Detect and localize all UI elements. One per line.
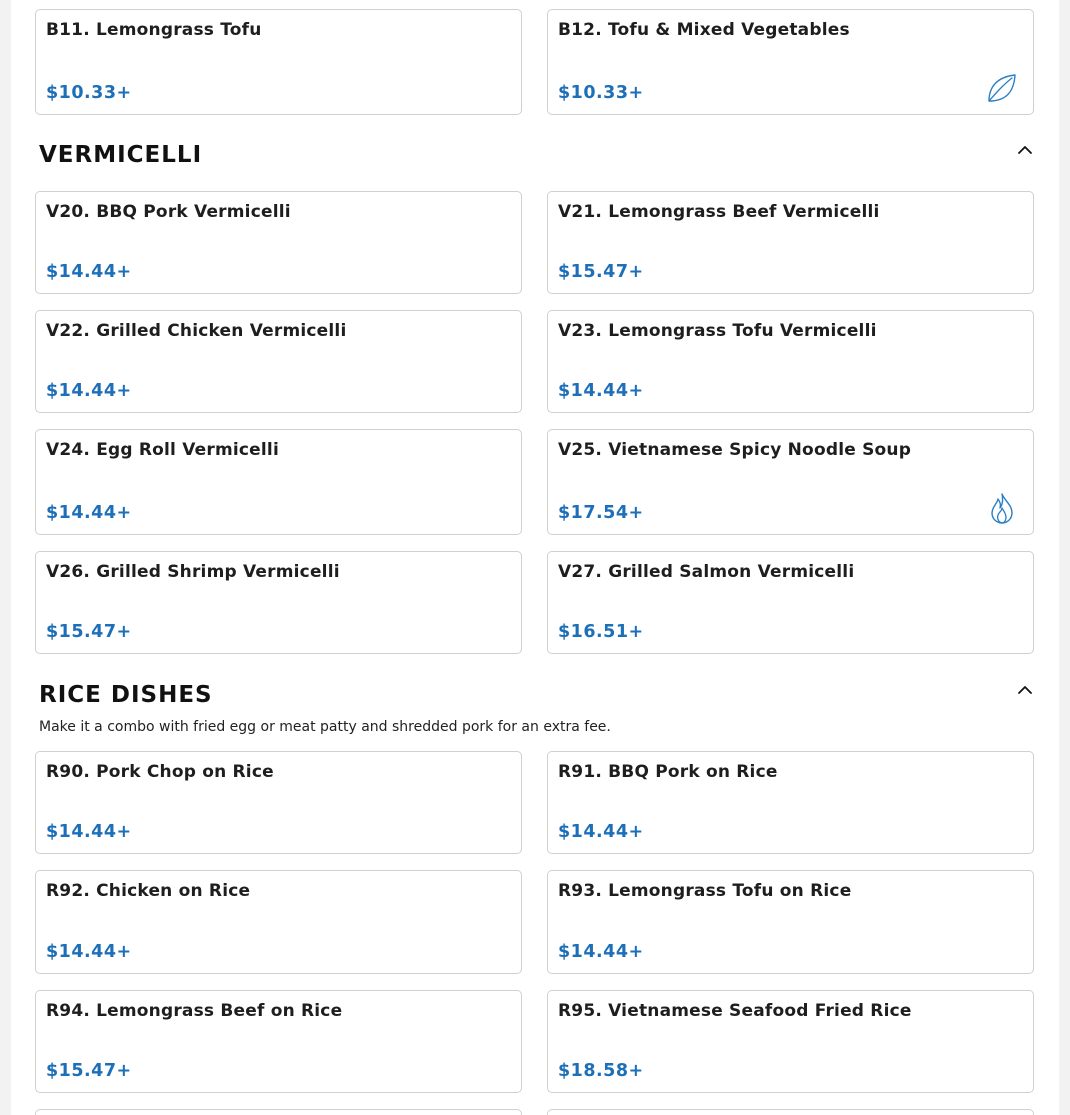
menu-item-card[interactable]	[35, 751, 522, 854]
menu-item-card[interactable]	[547, 990, 1034, 1093]
item-price: $14.44+	[46, 262, 132, 282]
menu-item-card[interactable]	[547, 870, 1034, 974]
flame-icon	[985, 491, 1019, 525]
menu-item-card[interactable]	[547, 191, 1034, 294]
item-name: R93. Lemongrass Tofu on Rice	[558, 881, 852, 901]
chevron-up-icon[interactable]	[1015, 680, 1035, 700]
item-name: V27. Grilled Salmon Vermicelli	[558, 562, 855, 582]
menu-item-card[interactable]	[35, 551, 522, 654]
section-title-vermicelli: VERMICELLI	[39, 142, 203, 168]
menu-item-card[interactable]	[35, 310, 522, 413]
chevron-up-icon[interactable]	[1015, 140, 1035, 160]
menu-item-card[interactable]	[35, 9, 522, 115]
section-note: Make it a combo with fried egg or meat patty and shredded pork for an extra fee.	[39, 719, 611, 735]
item-name: R95. Vietnamese Seafood Fried Rice	[558, 1001, 912, 1021]
item-price: $16.51+	[558, 622, 644, 642]
vermicelli-grid	[35, 191, 1034, 654]
item-price: $17.54+	[558, 503, 644, 523]
menu-page	[11, 0, 1059, 1115]
item-name: V25. Vietnamese Spicy Noodle Soup	[558, 440, 912, 460]
item-price: $18.58+	[558, 1061, 644, 1081]
item-price: $14.44+	[46, 942, 132, 962]
menu-item-card[interactable]	[547, 1109, 1034, 1115]
item-name: V26. Grilled Shrimp Vermicelli	[46, 562, 340, 582]
item-price: $14.44+	[46, 381, 132, 401]
menu-item-card[interactable]	[547, 551, 1034, 654]
item-price: $14.44+	[558, 381, 644, 401]
item-price: $10.33+	[558, 83, 644, 103]
item-name: B11. Lemongrass Tofu	[46, 20, 262, 40]
item-name: V22. Grilled Chicken Vermicelli	[46, 321, 347, 341]
menu-item-card[interactable]	[35, 870, 522, 974]
section-title-rice-dishes: RICE DISHES	[39, 682, 213, 708]
item-price: $15.47+	[46, 1061, 132, 1081]
item-name: V23. Lemongrass Tofu Vermicelli	[558, 321, 877, 341]
menu-item-card[interactable]	[547, 310, 1034, 413]
item-name: R91. BBQ Pork on Rice	[558, 762, 778, 782]
item-price: $14.44+	[46, 503, 132, 523]
item-price: $14.44+	[46, 822, 132, 842]
item-price: $10.33+	[46, 83, 132, 103]
item-name: V24. Egg Roll Vermicelli	[46, 440, 279, 460]
leaf-icon	[985, 71, 1019, 105]
menu-item-card[interactable]	[35, 1109, 522, 1115]
item-price: $14.44+	[558, 822, 644, 842]
item-name: V21. Lemongrass Beef Vermicelli	[558, 202, 880, 222]
item-name: R90. Pork Chop on Rice	[46, 762, 274, 782]
top-items-grid	[35, 9, 1034, 115]
item-name: V20. BBQ Pork Vermicelli	[46, 202, 291, 222]
menu-item-card[interactable]	[35, 990, 522, 1093]
menu-item-card[interactable]	[35, 429, 522, 535]
item-price: $15.47+	[558, 262, 644, 282]
item-price: $15.47+	[46, 622, 132, 642]
menu-item-card[interactable]	[547, 429, 1034, 535]
item-name: R94. Lemongrass Beef on Rice	[46, 1001, 343, 1021]
item-name: B12. Tofu & Mixed Vegetables	[558, 20, 850, 40]
rice-dishes-grid	[35, 751, 1034, 1115]
menu-item-card[interactable]	[547, 751, 1034, 854]
menu-item-card[interactable]	[547, 9, 1034, 115]
menu-item-card[interactable]	[35, 191, 522, 294]
item-name: R92. Chicken on Rice	[46, 881, 251, 901]
item-price: $14.44+	[558, 942, 644, 962]
